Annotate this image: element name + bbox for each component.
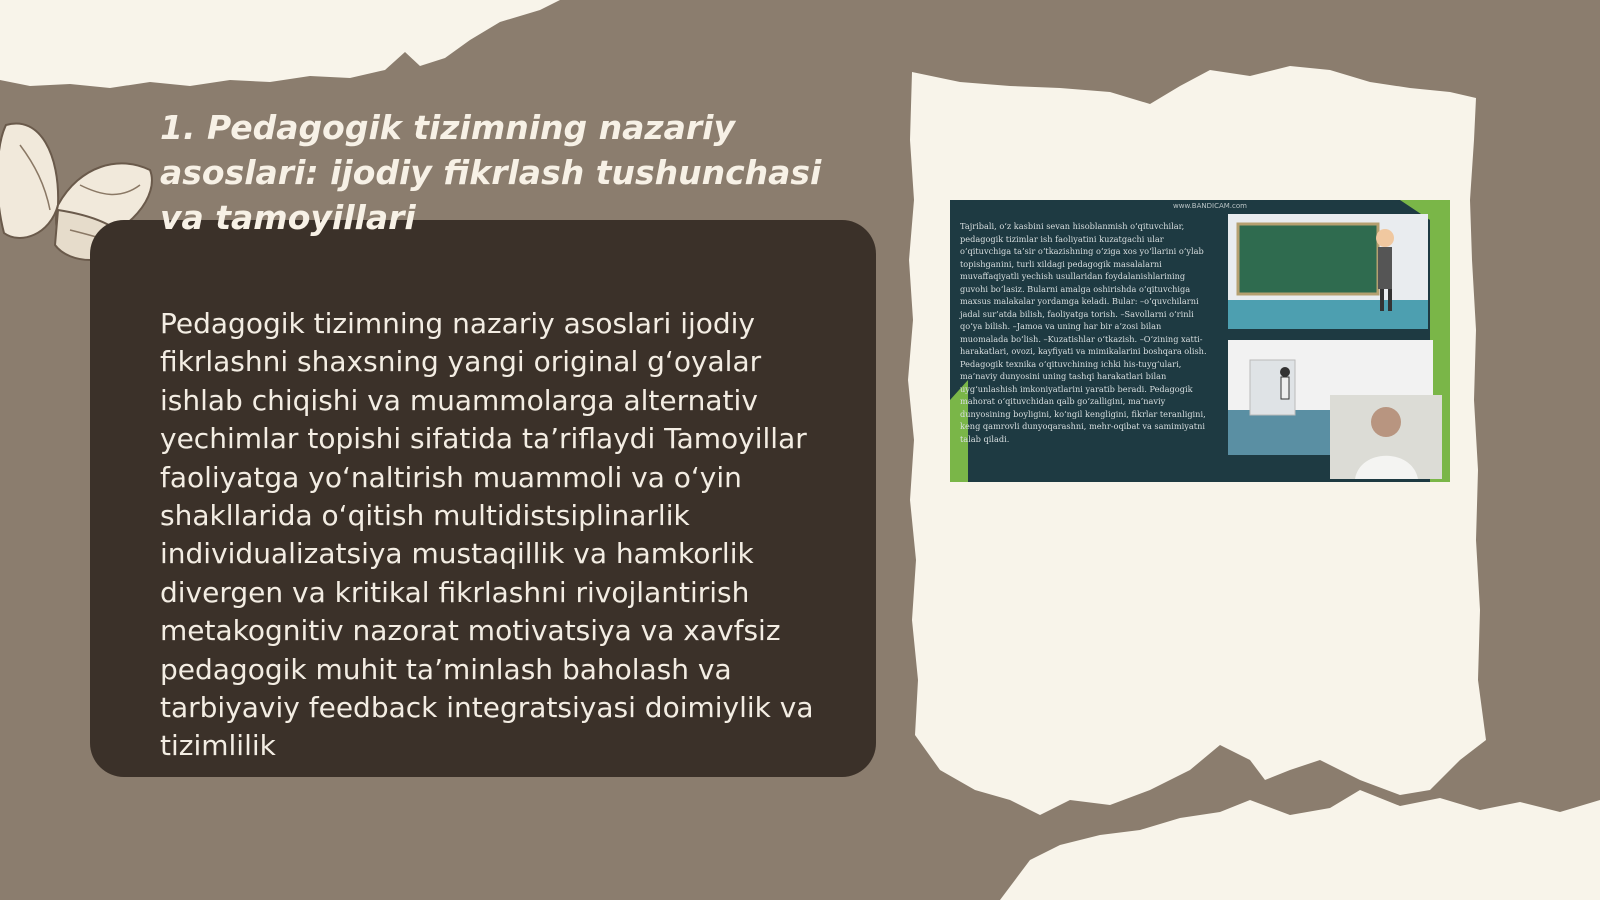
embedded-slide-text: Tajribali, o‘z kasbini sevan hisoblanmish o‘qituvchilar, pedagogik tizimlar ish faoliyatini kuzatgachi ular o‘qituvchiga ta’sir o‘tkazishning o‘ziga xos yo‘llarini o‘ylab topishganini, turli xildagi pedagogik masalalarni muvaffaqiyatli yechish usullaridan foydalanishlarining guvohi bo‘lasiz. Bularni amalga oshirishda o‘qituvchiga maxsus malakalar yordamga keladi. Bular: –o‘quvchilarni jadal sur’atda bilish, faoliyatga torish. –Savollarni o‘rinli qo‘ya bilish. –Jamoa va uning har bir a’zosi bilan muomalada bo‘lish. –Kuzatishlar o‘tkazish. –O‘zining xatti-harakatlari, ovozi, kayfiyati va mimikalarini boshqara olish. Pedagogik texnika o‘qituvchining ichki his-tuyg‘ulari, ma’naviy dunyosini uning tashqi harakatlari bilan uyg‘unlashish imkoniyatlarini yaratib beradi. Pedagogik mahorat o‘qituvchidan qalb go‘zalligini, ma’naviy dunyosining boyligini, ko‘ngil kengligini, fikrlar teranligini, keng qamrovli dunyoqarashni, mehr-oqibat va samimiyatni talab qiladi.: [960, 221, 1207, 444]
torn-paper-bottom-right: [1000, 790, 1600, 900]
embedded-slide-image: [950, 200, 1450, 482]
torn-paper-top-left: [0, 0, 560, 88]
slide-title: 1. Pedagogik tizimning nazariy asoslari: ijodiy fikrlash tushunchasi va tamoyillari: [160, 108, 822, 237]
slide-body-text: Pedagogik tizimning nazariy asoslari ijodiy fikrlashni shaxsning yangi original g‘oyalar ishlab chiqishi va muammolarga alternativ yechimlar topishi sifatida ta’riflaydi Tamoyillar faoliyatga yo‘naltirish muammoli va o‘yin shakllarida o‘qitish multidistsiplinarlik individualizatsiya mustaqillik va hamkorlik divergen va kritikal fikrlashni rivojlantirish metakognitiv nazorat motivatsiya va xavfsiz pedagogik muhit ta’minlash baholash va tarbiyaviy feedback integratsiyasi doimiylik va tizimlilik: [160, 307, 814, 763]
bandicam-watermark: www.BANDICAM.com: [1173, 202, 1247, 210]
